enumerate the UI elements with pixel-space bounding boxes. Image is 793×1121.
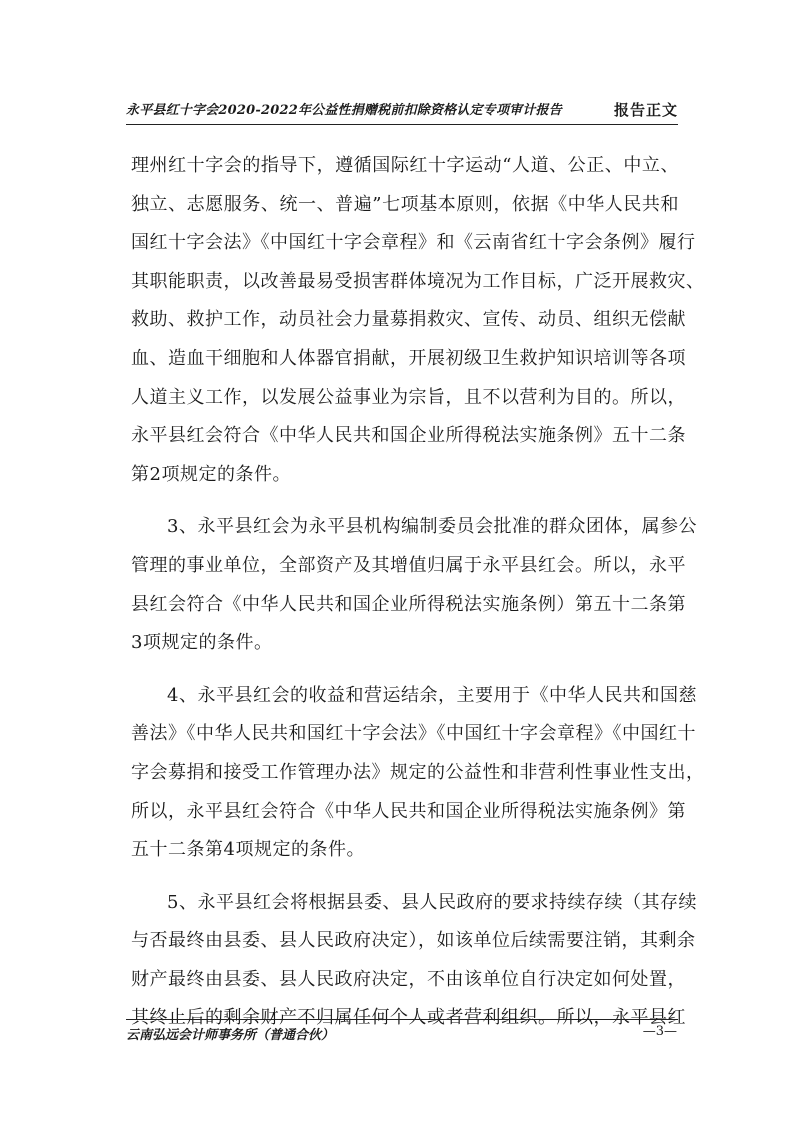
paragraph-continuation bbox=[131, 147, 705, 494]
text-line: 所以，永平县红会符合《中华人民共和国企业所得税法实施条例》第 bbox=[131, 800, 686, 822]
text-line: 五十二条第4项规定的条件。 bbox=[131, 839, 365, 861]
text-line: 国红十字会法》《中国红十字会章程》和《云南省红十字会条例》履行 bbox=[131, 232, 696, 254]
header-divider bbox=[126, 124, 678, 125]
page-number: —3— bbox=[642, 1024, 677, 1039]
text-line: 第2项规定的条件。 bbox=[131, 463, 291, 485]
text-line: 理州红十字会的指导下，遵循国际红十字运动“人道、公正、中立、 bbox=[131, 155, 679, 176]
body-text bbox=[131, 147, 705, 1038]
text-line: 永平县红会符合《中华人民共和国企业所得税法实施条例》五十二条 bbox=[131, 425, 686, 447]
paragraph-item-4 bbox=[131, 677, 705, 870]
section-label: 报告正文 bbox=[613, 101, 678, 119]
text-line: 字会募捐和接受工作管理办法》规定的公益性和非营利性事业性支出， bbox=[131, 761, 705, 783]
paragraph-item-5 bbox=[131, 884, 697, 1038]
firm-name: 云南弘远会计师事务所（普通合伙） bbox=[126, 1028, 335, 1043]
text-line: 人道主义工作，以发展公益事业为宗旨，且不以营利为目的。所以， bbox=[131, 386, 686, 408]
text-line: 独立、志愿服务、统一、普遍”七项基本原则，依据《中华人民共和 bbox=[131, 193, 679, 215]
text-line: 4、永平县红会的收益和营运结余，主要用于《中华人民共和国慈 bbox=[167, 684, 697, 706]
report-title: 永平县红十字会2020-2022年公益性捐赠税前扣除资格认定专项审计报告 bbox=[126, 103, 562, 118]
text-line: 3、永平县红会为永平县机构编制委员会批准的群众团体，属参公 bbox=[167, 516, 697, 538]
text-line: 财产最终由县委、县人民政府决定，不由该单位自行决定如何处置， bbox=[131, 968, 686, 990]
paragraph-item-3 bbox=[131, 508, 697, 662]
text-line: 3项规定的条件。 bbox=[131, 632, 273, 654]
footer-divider bbox=[126, 1019, 678, 1020]
page-header bbox=[126, 96, 678, 122]
text-line: 救助、救护工作，动员社会力量募捐救灾、宣传、动员、组织无偿献 bbox=[131, 309, 686, 331]
text-line: 管理的事业单位，全部资产及其增值归属于永平县红会。所以，永平 bbox=[131, 554, 686, 576]
text-line: 其终止后的剩余财产不归属任何个人或者营利组织。所以，永平县红 bbox=[131, 1007, 686, 1029]
text-line: 5、永平县红会将根据县委、县人民政府的要求持续存续（其存续 bbox=[167, 891, 697, 913]
text-line: 县红会符合《中华人民共和国企业所得税法实施条例）第五十二条第 bbox=[131, 593, 686, 615]
text-line: 血、造血干细胞和人体器官捐献，开展初级卫生救护知识培训等各项 bbox=[131, 347, 686, 369]
text-line: 善法》《中华人民共和国红十字会法》《中国红十字会章程》《中国红十 bbox=[131, 723, 696, 745]
text-line: 与否最终由县委、县人民政府决定），如该单位后续需要注销，其剩余 bbox=[131, 930, 696, 952]
text-line: 其职能职责，以改善最易受损害群体境况为工作目标，广泛开展救灾、 bbox=[131, 270, 705, 292]
